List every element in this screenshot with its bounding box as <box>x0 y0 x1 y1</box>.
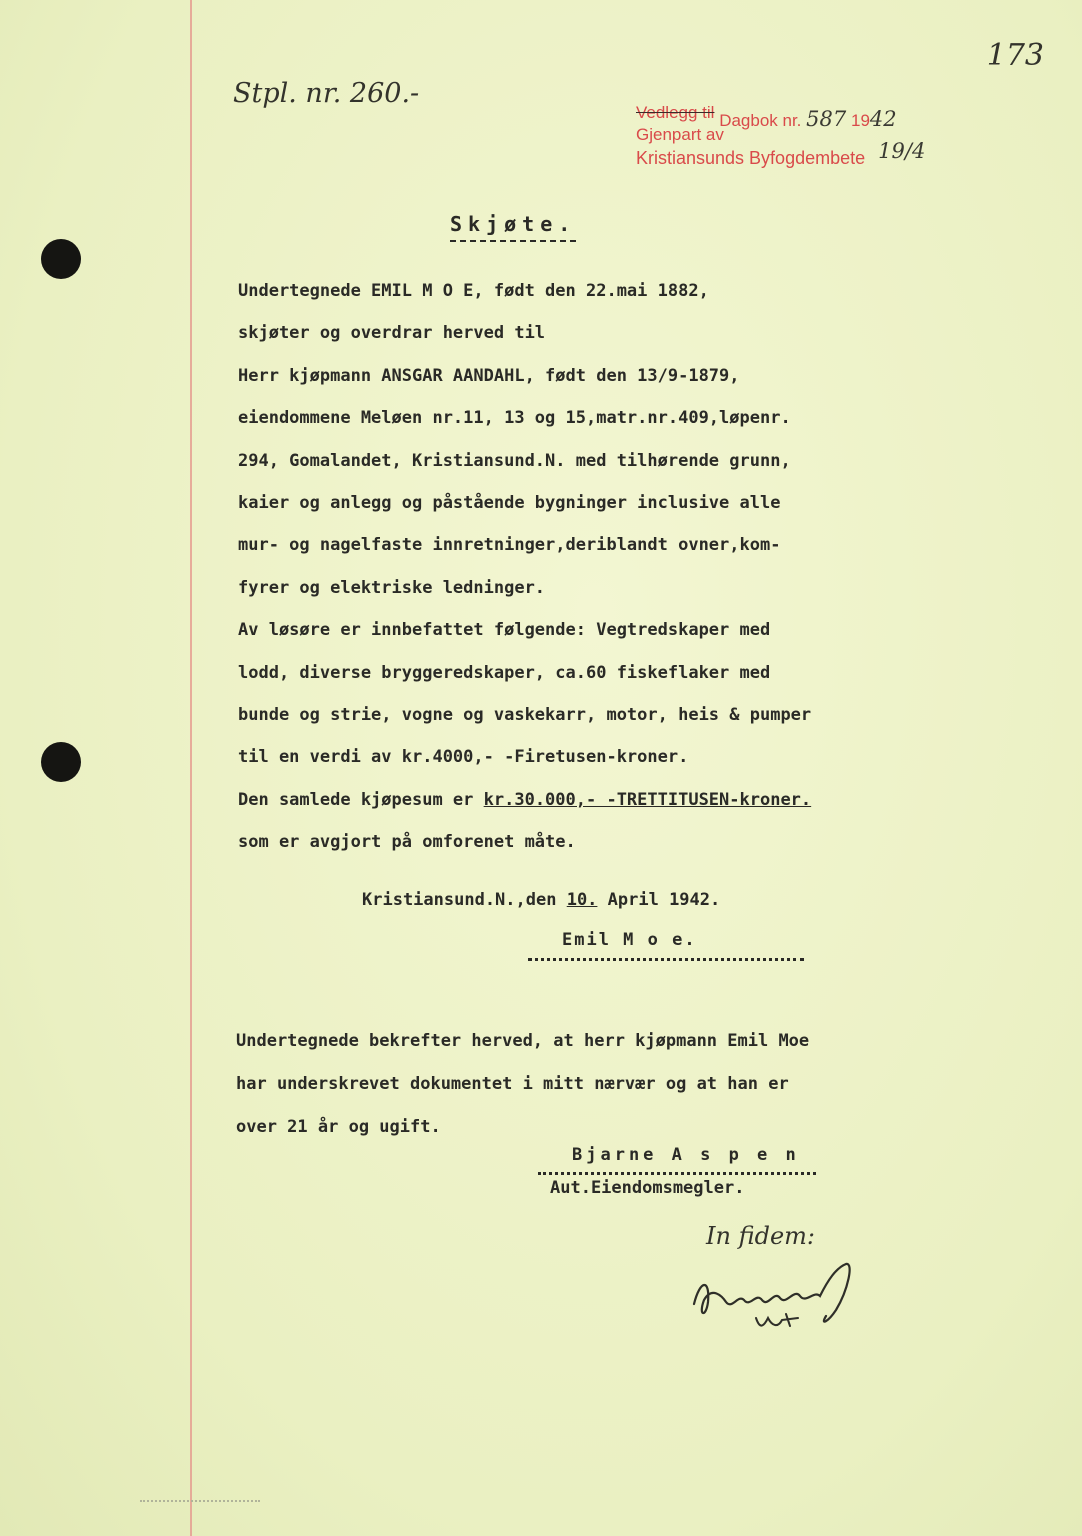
witness-name: Bjarne A s p e n <box>572 1145 800 1165</box>
stamp-gjenpart: Gjenpart av <box>636 125 724 144</box>
stamp-year-hand: 42 <box>869 107 897 131</box>
punch-hole-top <box>41 239 81 279</box>
stamp-struck-text: Vedlegg til <box>636 103 715 122</box>
deed-line: Herr kjøpmann ANSGAR AANDAHL, født den 13/9-1879, <box>238 365 740 386</box>
margin-line <box>190 0 192 1536</box>
in-fidem-note: In fidem: <box>706 1222 815 1250</box>
price-amount: kr.30.000,- -TRETTITUSEN-kroner. <box>483 789 812 810</box>
deed-line: 294, Gomalandet, Kristiansund.N. med tilhørende grunn, <box>238 450 791 471</box>
place-suffix: April 1942. <box>597 890 721 910</box>
deed-line: lodd, diverse bryggeredskaper, ca.60 fiskeflaker med <box>238 662 771 683</box>
seller-signature: Emil M o e. <box>562 930 697 950</box>
deed-line: mur- og nagelfaste innretninger,deriblandt ovner,kom- <box>238 535 781 556</box>
witness-dotted-line <box>538 1172 816 1175</box>
stamp-dagbok-number: 587 <box>806 107 847 131</box>
deed-line: kaier og anlegg og påstående bygninger inclusive alle <box>238 492 781 513</box>
place-day: 10. <box>566 890 598 910</box>
stpl-note: Stpl. nr. 260.- <box>233 78 420 109</box>
signature-scribble <box>686 1260 886 1340</box>
punch-hole-middle <box>41 742 81 782</box>
confirmation-line: Undertegnede bekrefter herved, at herr kjøpmann Emil Moe <box>236 1031 810 1051</box>
deed-line: Av løsøre er innbefattet følgende: Vegtredskaper med <box>238 620 771 641</box>
place-prefix: Kristiansund.N.,den <box>362 890 567 910</box>
deed-body <box>238 270 968 863</box>
deed-last-line: som er avgjort på omforenet måte. <box>238 832 576 853</box>
confirmation-line: har underskrevet dokumentet i mitt nærvær og at han er <box>236 1074 789 1094</box>
deed-line: fyrer og elektriske ledninger. <box>238 577 546 598</box>
deed-line: Undertegnede EMIL M O E, født den 22.mai 1882, <box>238 281 709 301</box>
page-number: 173 <box>986 38 1044 73</box>
deed-line: bunde og strie, vogne og vaskekarr, motor, heis & pumper <box>238 704 812 725</box>
price-prefix: Den samlede kjøpesum er <box>238 789 484 810</box>
registry-stamp <box>636 100 925 169</box>
stamp-dagbok-label: Dagbok nr. <box>719 111 802 130</box>
stamp-office: Kristiansunds Byfogdembete <box>636 148 866 168</box>
signature-dotted-line <box>528 958 804 961</box>
stamp-year-printed: 19 <box>850 111 870 130</box>
place-date <box>362 890 720 910</box>
handwritten-signature <box>686 1260 886 1344</box>
bottom-faint-mark <box>140 1500 260 1502</box>
confirmation-line: over 21 år og ugift. <box>236 1117 441 1137</box>
witness-title: Aut.Eiendomsmegler. <box>550 1178 745 1198</box>
deed-line: eiendommene Meløen nr.11, 13 og 15,matr.nr.409,løpenr. <box>238 408 791 429</box>
stamp-date-hand: 19/4 <box>878 139 926 163</box>
price-line <box>238 779 968 821</box>
deed-line: skjøter og overdrar herved til <box>238 323 546 344</box>
confirmation-body <box>236 1020 809 1149</box>
deed-line: til en verdi av kr.4000,- -Firetusen-kroner. <box>238 747 689 768</box>
document-title: Skjøte. <box>450 212 576 242</box>
